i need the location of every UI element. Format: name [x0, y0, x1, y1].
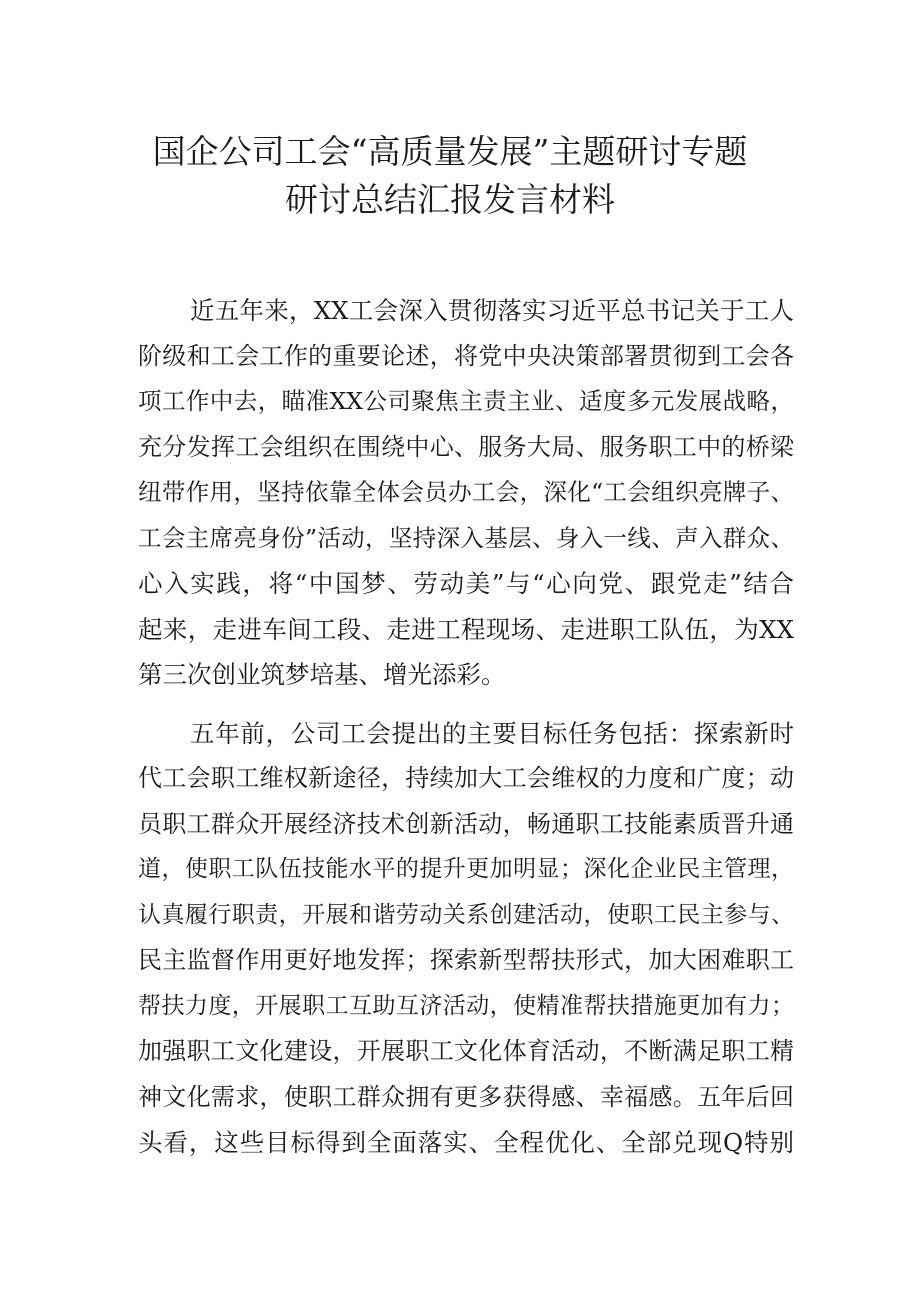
title-line-2: 研讨总结汇报发言材料: [285, 180, 615, 219]
paragraph-1-line-5: 纽带作用，坚持依靠全体会员办工会，深化“工会组织亮牌子、: [138, 478, 794, 506]
paragraph-2-line-5: 认真履行职责，开展和谐劳动关系创建活动，使职工民主参与、: [138, 901, 794, 928]
paragraph-1-line-3: 项工作中去，瞄准XX公司聚焦主责主业、适度多元发展战略，: [138, 387, 794, 415]
paragraph-1-line-8: 起来，走进车间工段、走进工程现场、走进职工队伍，为XX: [138, 614, 794, 644]
paragraph-2-line-1: 五年前，公司工会提出的主要目标任务包括：探索新时: [190, 718, 794, 748]
paragraph-1-line-6: 工会主席亮身份”活动，坚持深入基层、身入一线、声入群众、: [138, 523, 794, 552]
paragraph-2-line-9: 神文化需求，使职工群众拥有更多获得感、幸福感。五年后回: [138, 1082, 794, 1111]
paragraph-2-line-7: 帮扶力度，开展职工互助互济活动，使精准帮扶措施更加有力；: [138, 992, 794, 1019]
document-body: [138, 288, 794, 1179]
paragraph-1-line-2: 阶级和工会工作的重要论述，将党中央决策部署贯彻到工会各: [138, 341, 794, 370]
paragraph-2-line-2: 代工会职工维权新途径，持续加大工会维权的力度和广度；动: [138, 764, 794, 792]
paragraph-2-line-8: 加强职工文化建设，开展职工文化体育活动，不断满足职工精: [138, 1037, 794, 1065]
paragraph-2-line-3: 员职工群众开展经济技术创新活动，畅通职工技能素质晋升通: [138, 809, 794, 838]
paragraph-1-line-1: 近五年来，XX工会深入贯彻落实习近平总书记关于工人: [190, 296, 794, 325]
paragraph-1-line-4: 充分发挥工会组织在围绕中心、服务大局、服务职工中的桥梁: [138, 432, 794, 461]
paragraph-1-line-9: 第三次创业筑梦培基、增光添彩。: [138, 660, 506, 689]
paragraph-1: [138, 288, 794, 698]
document-title: [100, 128, 800, 224]
paragraph-2: [138, 711, 794, 1166]
paragraph-2-line-4: 道，使职工队伍技能水平的提升更加明显；深化企业民主管理，: [138, 856, 794, 882]
title-line-1: 国企公司工会“高质量发展”主题研讨专题: [152, 132, 748, 171]
paragraph-1-line-7: 心入实践，将“中国梦、劳动美”与“心向党、跟党走”结合: [138, 569, 794, 598]
paragraph-2-line-10: 头看，这些目标得到全面落实、全程优化、全部兑现Q特别: [138, 1128, 794, 1157]
paragraph-2-line-6: 民主监督作用更好地发挥；探索新型帮扶形式，加大困难职工: [138, 946, 794, 974]
